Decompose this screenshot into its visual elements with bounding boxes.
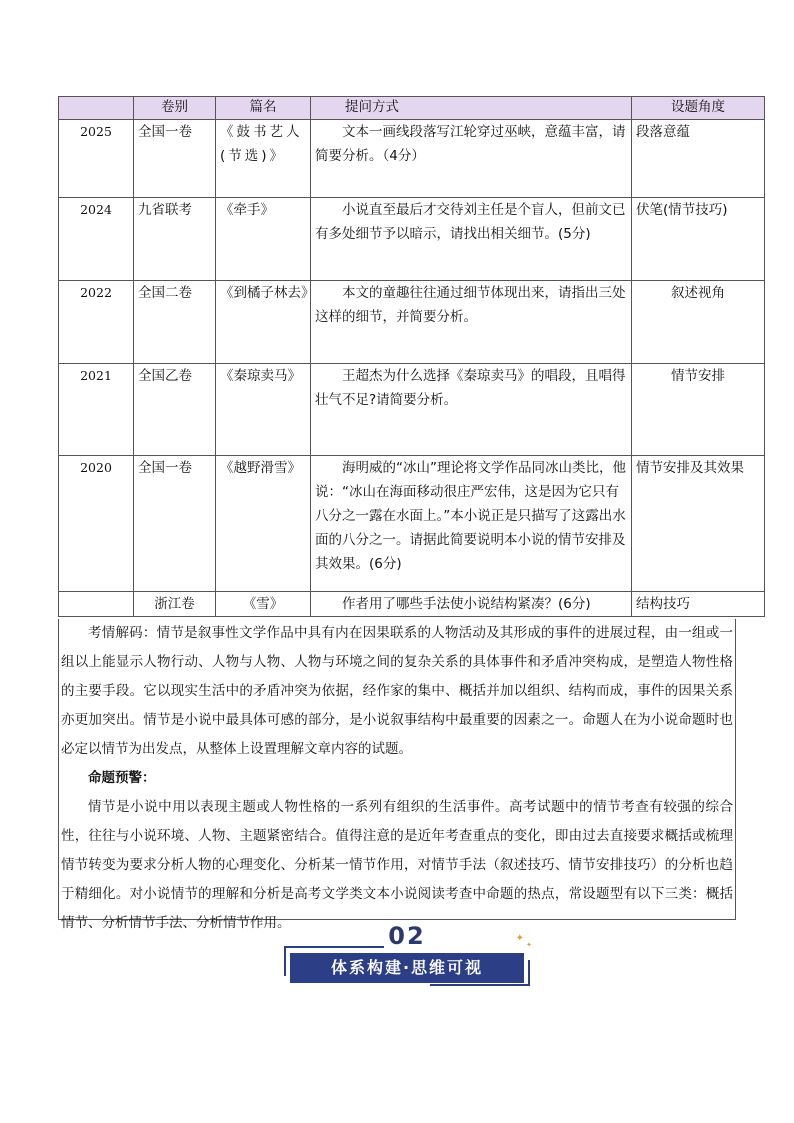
table-row <box>59 120 765 198</box>
exam-decode-label: 考情解码： <box>88 625 157 641</box>
header-paper: 卷别 <box>134 97 216 120</box>
cell-angle: 情节安排及其效果 <box>632 456 765 592</box>
section-number: 02 <box>388 922 426 950</box>
cell-question: 小说直至最后才交待刘主任是个盲人，但前文已有多处细节予以暗示，请找出相关细节。(5分) <box>311 198 632 281</box>
cell-year: 2025 <box>59 120 134 198</box>
cell-paper: 浙江卷 <box>134 592 216 617</box>
cell-paper: 九省联考 <box>134 198 216 281</box>
cell-paper: 全国二卷 <box>134 281 216 364</box>
table-row <box>59 456 765 592</box>
section-badge <box>284 920 530 986</box>
cell-angle: 段落意蕴 <box>632 120 765 198</box>
header-year <box>59 97 134 120</box>
cell-title: 《到橘子林去》 <box>216 281 311 364</box>
header-angle: 设题角度 <box>632 97 765 120</box>
cell-angle: 伏笔(情节技巧) <box>632 198 765 281</box>
exam-analysis-table <box>58 96 765 617</box>
table-row <box>59 364 765 456</box>
analysis-notes <box>58 619 736 931</box>
sparkle-small-icon: ✦ <box>526 941 532 949</box>
section-title: 体系构建·思维可视 <box>290 953 524 983</box>
cell-question: 海明威的“冰山”理论将文学作品同冰山类比，他说：“冰山在海面移动很庄严宏伟，这是因为它只有八分之一露在水面上。”本小说正是只描写了这露出水面的八分之一。请据此简要说明本小说的情节安排及其效果。(6分) <box>311 456 632 592</box>
cell-title: 《牵手》 <box>216 198 311 281</box>
cell-year: 2024 <box>59 198 134 281</box>
warning-text: 情节是小说中用以表现主题或人物性格的一系列有组织的生活事件。高考试题中的情节考查有较强的综合性，往往与小说环境、人物、主题紧密结合。值得注意的是近年考查重点的变化，即由过去直接要求概括或梳理情节转变为要求分析人物的心理变化、分析某一情节作用，对情节手法（叙述技巧、情节安排技巧）的分析也趋于精细化。对小说情节的理解和分析是高考文学类文本小说阅读考查中命题的热点，常设题型有以下三类：概括情节、分析情节手法、分析情节作用。 <box>61 799 733 931</box>
cell-question: 王超杰为什么选择《秦琼卖马》的唱段，且唱得壮气不足?请简要分析。 <box>311 364 632 456</box>
cell-question: 文本一画线段落写江轮穿过巫峡，意蕴丰富，请简要分析。（4分） <box>311 120 632 198</box>
cell-question: 本文的童趣往往通过细节体现出来，请指出三处这样的细节，并简要分析。 <box>311 281 632 364</box>
cell-year <box>59 592 134 617</box>
cell-title: 《雪》 <box>216 592 311 617</box>
exam-decode-paragraph <box>61 619 733 764</box>
table-row <box>59 592 765 617</box>
table-header-row <box>59 97 765 120</box>
cell-paper: 全国乙卷 <box>134 364 216 456</box>
cell-angle: 叙述视角 <box>632 281 765 364</box>
exam-decode-text: 情节是叙事性文学作品中具有内在因果联系的人物活动及其形成的事件的进展过程，由一组或一组以上能显示人物行动、人物与人物、人物与环境之间的复杂关系的具体事件和矛盾冲突构成，是塑造人物性格的主要手段。它以现实生活中的矛盾冲突为依据，经作家的集中、概括并加以组织、结构而成，事件的因果关系亦更加突出。情节是小说中最具体可感的部分，是小说叙事结构中最重要的因素之一。命题人在为小说命题时也必定以情节为出发点，从整体上设置理解文章内容的试题。 <box>61 625 734 757</box>
cell-paper: 全国一卷 <box>134 456 216 592</box>
cell-title: 《越野滑雪》 <box>216 456 311 592</box>
header-title: 篇名 <box>216 97 311 120</box>
cell-year: 2021 <box>59 364 134 456</box>
cell-question: 作者用了哪些手法使小说结构紧凑？(6分) <box>311 592 632 617</box>
header-question: 提问方式 <box>311 97 632 120</box>
cell-year: 2022 <box>59 281 134 364</box>
sparkle-icon: ✦ <box>515 933 524 944</box>
cell-paper: 全国一卷 <box>134 120 216 198</box>
warning-label: 命题预警： <box>88 770 156 786</box>
cell-year: 2020 <box>59 456 134 592</box>
table-row <box>59 281 765 364</box>
badge-frame-right <box>528 960 530 986</box>
cell-title: 《秦琼卖马》 <box>216 364 311 456</box>
table-row <box>59 198 765 281</box>
cell-title: 《鼓书艺人(节选)》 <box>216 120 311 198</box>
badge-frame-bottom <box>430 984 530 986</box>
cell-angle: 结构技巧 <box>632 592 765 617</box>
cell-angle: 情节安排 <box>632 364 765 456</box>
